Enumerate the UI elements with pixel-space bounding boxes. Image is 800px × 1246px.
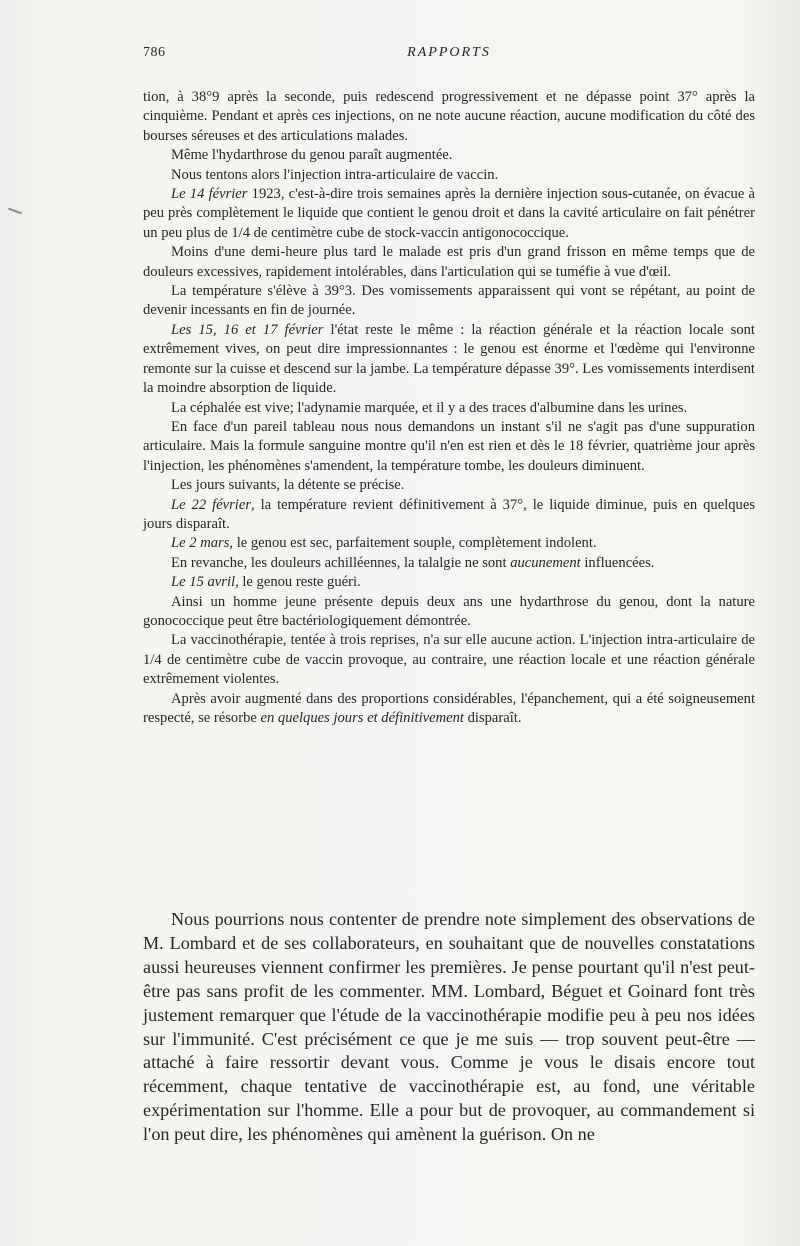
date: Le 22 février: [171, 496, 251, 513]
date: Le 2 mars: [171, 535, 230, 552]
commentary-text: [143, 908, 755, 1147]
emphasis: aucunement: [510, 554, 581, 571]
paragraph: Les 15, 16 et 17 février l'état reste le même : la réaction générale et la réaction locale sont extrêmement vives, on peut dire impressionnantes : le genou est énorme et l'œdème qui l'environne remonte sur la cuisse et descend sur la jambe. La température dépasse 39°. Les vomissements interdisent la moindre absorption de liquide.: [143, 321, 755, 397]
page-number: 786: [143, 45, 166, 60]
paragraph: Les jours suivants, la détente se précise.: [171, 477, 405, 494]
paragraph: En revanche, les douleurs achilléennes, la talalgie ne sont aucunement influencées.: [171, 554, 655, 571]
paragraph: En face d'un pareil tableau nous nous demandons un instant s'il ne s'agit pas d'une suppuration articulaire. Mais la formule sanguine montre qu'il n'en est rien et dès le 18 février, quatrième jour après l'injection, les phénomènes s'amendent, la température tombe, les douleurs diminuent.: [143, 418, 755, 474]
paragraph: tion, à 38°9 après la seconde, puis redescend progressivement et ne dépasse point 37° après la cinquième. Pendant et après ces injections, on ne note aucune réaction, aucune modification du côté des bourses séreuses et des articulations malades.: [143, 89, 755, 144]
paragraph: Le 22 février, la température revient définitivement à 37°, le liquide diminue, puis en quelques jours disparaît.: [143, 496, 755, 532]
page-header: [143, 45, 755, 67]
paragraph: Nous tentons alors l'injection intra-articulaire de vaccin.: [171, 166, 499, 183]
paragraph: La céphalée est vive; l'adynamie marquée, et il y a des traces d'albumine dans les urines.: [171, 399, 688, 416]
margin-mark: [8, 208, 22, 215]
paragraph: Nous pourrions nous contenter de prendre note simplement des observations de M. Lombard et de ses collaborateurs, en souhaitant que de nouvelles constatations aussi heureuses viennent confirmer les premières. Je pense pourtant qu'il n'est peut-être pas sans profit de les commenter. MM. Lombard, Béguet et Goinard font très justement remarquer que l'étude de la vaccinothérapie modifie peu à peu nos idées sur l'immunité. C'est précisément ce que je me suis — trop souvent peut-être — attaché à faire ressortir devant vous. Comme je vous le disais encore tout récemment, chaque tentative de vaccinothérapie est, au fond, une véritable expérimentation sur l'homme. Elle a pour but de provoquer, au commandement si l'on peut dire, les phénomènes qui amènent la guérison. On ne: [143, 909, 755, 1145]
emphasis: en quelques jours et définitivement: [260, 710, 464, 726]
paragraph: Le 15 avril, le genou reste guéri.: [171, 574, 361, 591]
paragraph: Le 2 mars, le genou est sec, parfaitement souple, complètement indolent.: [171, 535, 597, 552]
paragraph: Même l'hydarthrose du genou paraît augmentée.: [171, 147, 453, 164]
paragraph: Le 14 février 1923, c'est-à-dire trois semaines après la dernière injection sous-cutanée, on évacue à peu près complètement le liquide que contient le genou droit et dans la cavité articulaire on fait pénétrer un peu plus de 1/4 de centimètre cube de stock-vaccin antigonococcique.: [143, 186, 755, 241]
running-title: RAPPORTS: [407, 45, 491, 60]
observation-text: [143, 88, 755, 728]
paragraph: Après avoir augmenté dans des proportions considérables, l'épanchement, qui a été soigneusement respecté, se résorbe en quelques jours et définitivement disparaît.: [143, 690, 755, 726]
date: Le 15 avril: [171, 574, 236, 591]
paragraph: La température s'élève à 39°3. Des vomissements apparaissent qui vont se répétant, au point de devenir incessants en fin de journée.: [143, 283, 755, 319]
date: Le 14 février: [171, 186, 248, 203]
paragraph: La vaccinothérapie, tentée à trois reprises, n'a sur elle aucune action. L'injection intra-articulaire de 1/4 de centimètre cube de vaccin provoque, au contraire, une réaction locale et une réaction générale extrêmement violentes.: [143, 632, 755, 688]
paragraph: Ainsi un homme jeune présente depuis deux ans une hydarthrose du genou, dont la nature gonococcique peut être bactériologiquement démontrée.: [143, 593, 755, 629]
date: Les 15, 16 et 17 février: [171, 321, 324, 338]
paragraph: Moins d'une demi-heure plus tard le malade est pris d'un grand frisson en même temps que de douleurs excessives, rapidement intolérables, dans l'articulation qui se tuméfie à vue d'œil.: [143, 244, 755, 280]
